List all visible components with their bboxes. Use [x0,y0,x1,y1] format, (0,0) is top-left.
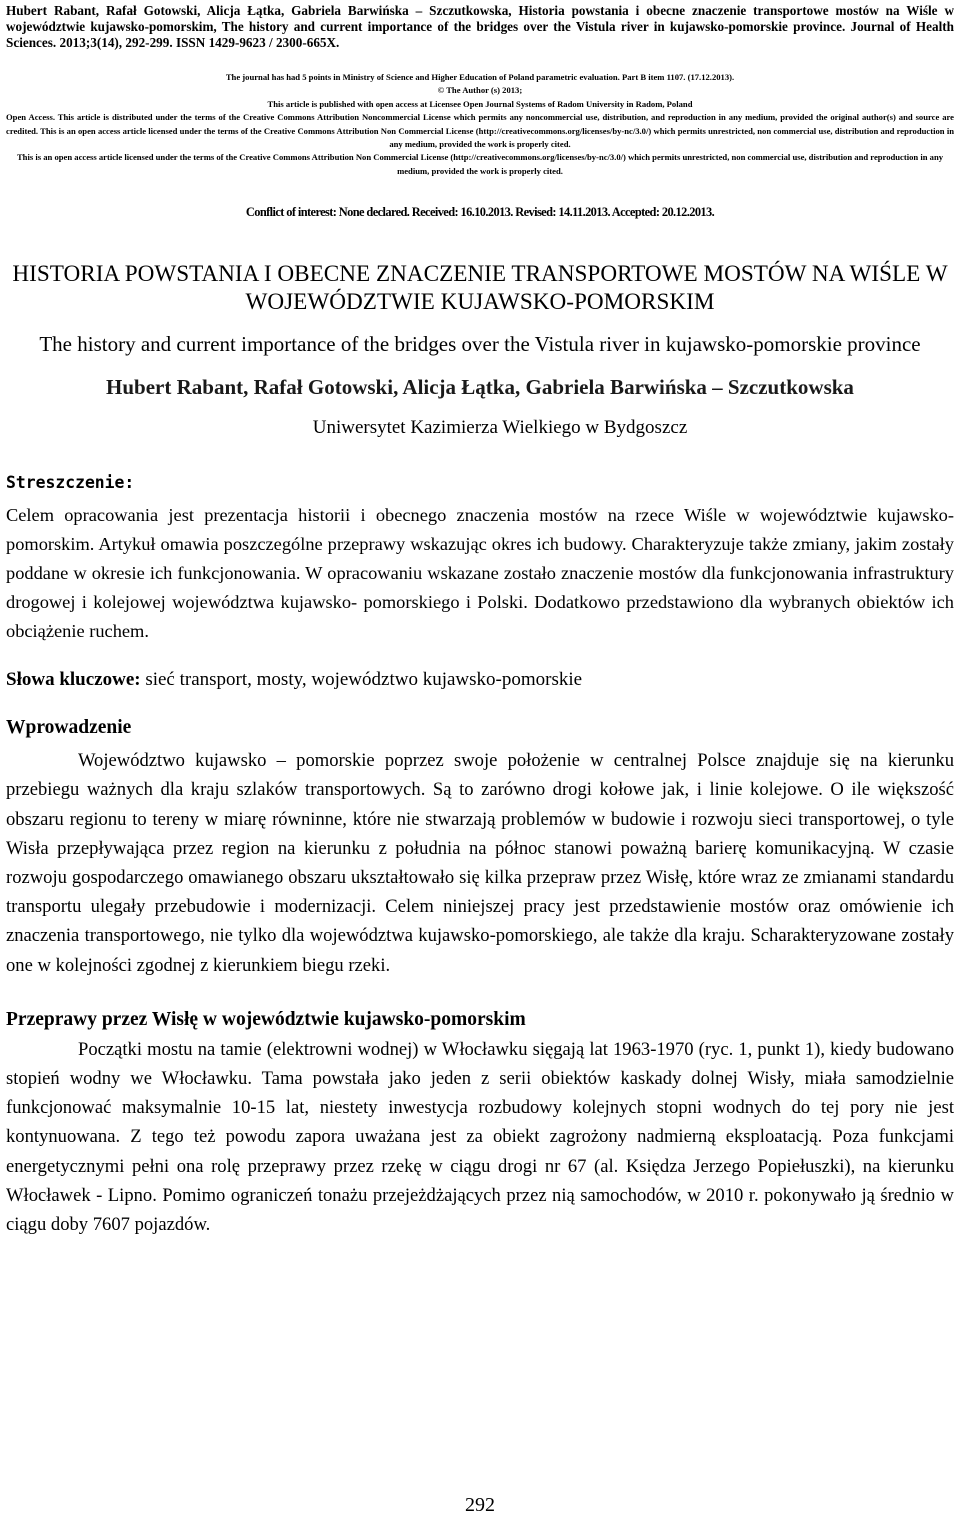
keywords-label: Słowa kluczowe: [6,669,141,691]
keywords-text: sieć transport, mosty, województwo kujawsko-pomorskie [140,669,583,691]
affiliation: Uniwersytet Kazimierza Wielkiego w Bydgoszcz [312,417,688,439]
abstract-heading: Streszczenie: [6,473,135,493]
journal-metadata [6,71,954,178]
license-note-2: This is an open access article licensed under the terms of the Creative Commons Attribution Non Commercial License (http://creativecommons.org/licenses/by-nc/3.0/) which permits unrestricted, non commercial use, distribution and reproduction in any medium, provided the work is properly cited. [16,152,944,176]
section-body-introduction: Województwo kujawsko – pomorskie poprzez swoje położenie w centralnej Polsce znajduje się na kierunku przebiegu ważnych dla kraju szlaków transportowych. Są to zarówno drogi kołowe jak, i linie kolejowe. O ile większość obszaru regionu to tereny w miarę równinne, które nie stwarzają problemów w budowie i rozwoju sieci transportowej, o tyle Wisła przepływająca przez region na kierunku z południa na północ stanowi poważną barierę komunikacyjną. W czasie rozwoju gospodarczego omawianego obszaru ukształtowało się kilka przepraw przez Wisłę, które wraz ze zmianami standardu transportu ulegały przebudowie i modernizacji. Celem niniejszej pracy jest przedstawienie mostów oraz omówienie ich znaczenia transportowego, nie tylko dla województwa kujawsko-pomorskiego, ale także dla kraju. Scharakteryzowane zostały one w kolejności zgodnej z kierunkiem biegu rzeki. [6,750,954,976]
section-title-introduction: Wprowadzenie [6,717,132,739]
author-list: Hubert Rabant, Rafał Gotowski, Alicja Łątka, Gabriela Barwińska – Szczutkowska [106,375,854,400]
keywords-line [6,668,954,692]
section-title-crossings: Przeprawy przez Wisłę w województwie kujawsko-pomorskim [6,1008,526,1030]
page-number: 292 [465,1494,495,1516]
conflict-of-interest-line: Conflict of interest: None declared. Received: 16.10.2013. Revised: 14.11.2013. Accepted: 20.12.2013. [245,205,715,220]
section-body-crossings: Początki mostu na tamie (elektrowni wodnej) w Włocławku sięgają lat 1963-1970 (ryc. 1, punkt 1), kiedy budowano stopień wodny we Włocławku. Tama powstała jako jeden z serii obiektów kaskady dolnej Wisły, miała samodzielnie funkcjonować maksymalnie 10-15 lat, niestety inwestycja rozbudowy kolejnych stopni wodnych do tej pory nie jest kontynuowana. Z tego też powodu zapora uważana jest za obiekt zagrożony nadmierną eksploatacją. Poza funkcjami energetycznymi pełni ona rolę przeprawy przez rzekę w ciągu drogi nr 67 (al. Księdza Jerzego Popiełuszki), na kierunku Włocławek - Lipno. Pomimo ograniczeń tonażu przejeżdżających przez nią samochodów, w 2010 r. pokonywało ją średnio w ciągu doby 7607 pojazdów. [6,1038,954,1236]
copyright-note: © The Author (s) 2013; [437,85,523,96]
license-note-1: Open Access. This article is distributed under the terms of the Creative Commons Attribution Noncommercial License which permits any noncommercial use, distribution, and reproduction in any medium, provided the original author(s) and source are credited. This is an open access article licensed under the terms of the Creative Commons Attribution Non Commercial License (http://creativecommons.org/licenses/by-nc/3.0/) which permits unrestricted, non commercial use, distribution and reproduction in any medium, provided the work is properly cited. [6,112,954,150]
article-title-polish: HISTORIA POWSTANIA I OBECNE ZNACZENIE TRANSPORTOWE MOSTÓW NA WIŚLE W WOJEWÓDZTWIE KUJAWSKO-POMORSKIM [12,261,948,316]
citation-header: Hubert Rabant, Rafał Gotowski, Alicja Łątka, Gabriela Barwińska – Szczutkowska, Historia powstania i obecne znaczenie transportowe mostów na Wiśle w województwie kujawsko-pomorskim, The history and current importance of the bridges over the Vistula river in kujawsko-pomorskie province. Journal of Health Sciences. 2013;3(14), 292-299. ISSN 1429-9623 / 2300-665X. [6,3,954,50]
abstract-body: Celem opracowania jest prezentacja historii i obecnego znaczenia mostów na rzece Wiśle w województwie kujawsko-pomorskim. Artykuł omawia poszczególne przeprawy wskazując okres ich budowy. Charakteryzuje także zmiany, jakim zostały poddane w okresie ich funkcjonowania. W opracowaniu wskazane zostało znaczenie mostów dla funkcjonowania infrastruktury drogowej i kolejowej województwa kujawsko- pomorskiego i Polski. Dodatkowo przedstawiono dla wybranych obiektów ich obciążenie ruchem. [6,505,954,642]
article-title-english: The history and current importance of the bridges over the Vistula river in kujawsko-pomorskie province [39,332,921,357]
open-access-note: This article is published with open access at Licensee Open Journal Systems of Radom University in Radom, Poland [267,98,693,109]
evaluation-note: The journal has had 5 points in Ministry of Science and Higher Education of Poland parametric evaluation. Part B item 1107. (17.12.2013). [225,72,735,82]
